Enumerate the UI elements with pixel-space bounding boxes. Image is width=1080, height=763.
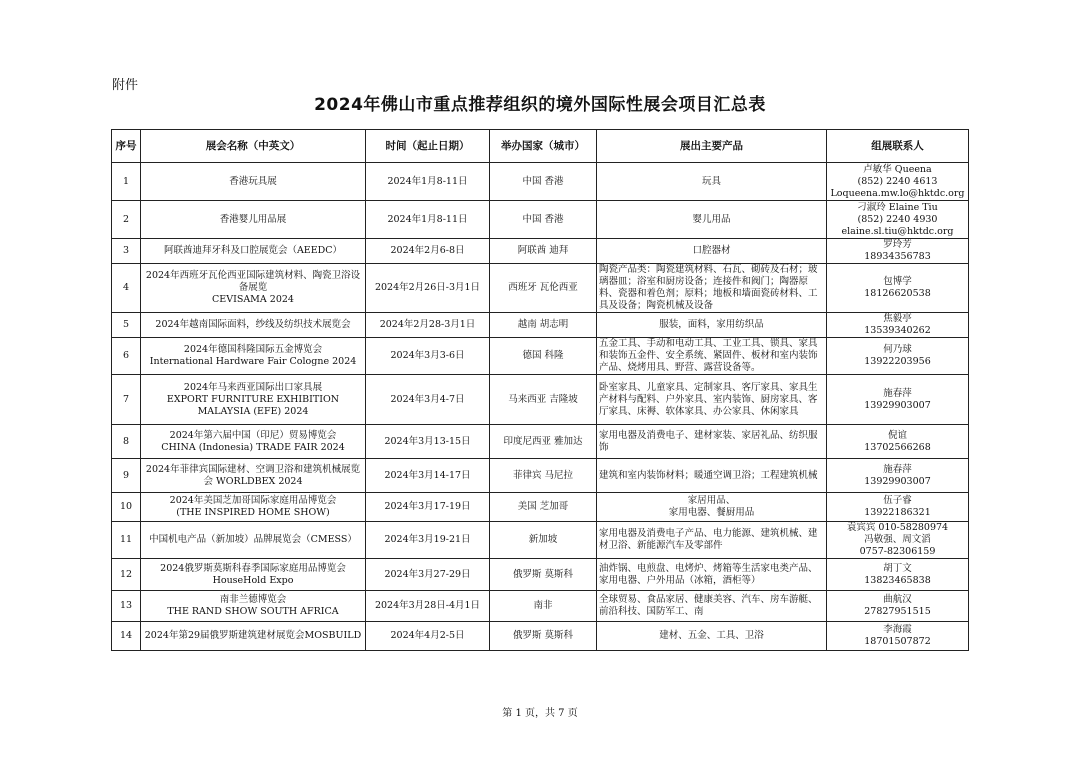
cell-no: 12 [112, 559, 141, 591]
cell-place: 菲律宾 马尼拉 [490, 459, 597, 493]
cell-contact: 刁淑玲 Elaine Tiu (852) 2240 4930 elaine.sl.tiu@hktdc.org [827, 201, 969, 239]
attachment-label: 附件 [112, 78, 139, 93]
cell-products: 家居用品、 家用电器、餐厨用品 [597, 493, 827, 522]
table-row [112, 459, 969, 493]
header-contact: 组展联系人 [827, 130, 969, 163]
cell-no: 7 [112, 375, 141, 425]
cell-no: 2 [112, 201, 141, 239]
cell-name: 2024年第29届俄罗斯建筑建材展览会MOSBUILD [141, 622, 366, 651]
cell-products: 玩具 [597, 163, 827, 201]
cell-no: 1 [112, 163, 141, 201]
cell-products: 家用电器及消费电子产品、电力能源、建筑机械、建材卫浴、新能源汽车及零部件 [597, 522, 827, 559]
page-title: 2024年佛山市重点推荐组织的境外国际性展会项目汇总表 [314, 95, 766, 115]
cell-products: 全球贸易、食品家居、健康美容、汽车、房车游艇、前沿科技、国防军工、南 [597, 591, 827, 622]
cell-products: 卧室家具、儿童家具、定制家具、客厅家具、家具生产材料与配料、户外家具、室内装饰、厨房家具、客厅家具、床褥、软体家具、办公家具、休闲家具 [597, 375, 827, 425]
header-place: 举办国家（城市） [490, 130, 597, 163]
cell-name: 2024年马来西亚国际出口家具展 EXPORT FURNITURE EXHIBITION MALAYSIA (EFE) 2024 [141, 375, 366, 425]
header-date: 时间（起止日期） [366, 130, 490, 163]
cell-contact: 何乃球 13922203956 [827, 338, 969, 375]
cell-products: 陶瓷产品类：陶瓷建筑材料、石瓦、砌砖及石材；玻璃器皿；浴室和厨房设备；连接件和阀门；陶器原料、瓷器和着色剂；原料；地板和墙面瓷砖材料、工具及设备；陶瓷机械及设备 [597, 264, 827, 313]
table-row [112, 264, 969, 313]
cell-name: 中国机电产品（新加坡）品牌展览会（CMESS） [141, 522, 366, 559]
cell-place: 南非 [490, 591, 597, 622]
cell-contact: 施春萍 13929903007 [827, 459, 969, 493]
cell-contact: 曲航汉 27827951515 [827, 591, 969, 622]
cell-place: 俄罗斯 莫斯科 [490, 622, 597, 651]
cell-name: 2024年西班牙瓦伦西亚国际建筑材料、陶瓷卫浴设备展览 CEVISAMA 2024 [141, 264, 366, 313]
table-row [112, 522, 969, 559]
cell-contact: 伍子睿 13922186321 [827, 493, 969, 522]
cell-date: 2024年4月2-5日 [366, 622, 490, 651]
cell-name: 2024年德国科隆国际五金博览会 International Hardware Fair Cologne 2024 [141, 338, 366, 375]
table-header-row [112, 130, 969, 163]
cell-date: 2024年3月14-17日 [366, 459, 490, 493]
cell-date: 2024年1月8-11日 [366, 163, 490, 201]
cell-name: 香港婴儿用品展 [141, 201, 366, 239]
cell-contact: 胡丁文 13823465838 [827, 559, 969, 591]
cell-contact: 罗玲芳 18934356783 [827, 239, 969, 264]
cell-products: 婴儿用品 [597, 201, 827, 239]
header-name: 展会名称（中英文） [141, 130, 366, 163]
cell-place: 俄罗斯 莫斯科 [490, 559, 597, 591]
cell-products: 家用电器及消费电子、建材家装、家居礼品、纺织服饰 [597, 425, 827, 459]
cell-no: 8 [112, 425, 141, 459]
table-row [112, 163, 969, 201]
cell-date: 2024年2月26日-3月1日 [366, 264, 490, 313]
table-row [112, 338, 969, 375]
cell-no: 6 [112, 338, 141, 375]
table-row [112, 239, 969, 264]
cell-place: 越南 胡志明 [490, 313, 597, 338]
cell-place: 印度尼西亚 雅加达 [490, 425, 597, 459]
cell-products: 服装，面料，家用纺织品 [597, 313, 827, 338]
cell-products: 口腔器材 [597, 239, 827, 264]
cell-contact: 包博学 18126620538 [827, 264, 969, 313]
table-row [112, 622, 969, 651]
cell-name: 2024年第六届中国（印尼）贸易博览会 CHINA (Indonesia) TRADE FAIR 2024 [141, 425, 366, 459]
cell-no: 14 [112, 622, 141, 651]
cell-place: 美国 芝加哥 [490, 493, 597, 522]
cell-place: 德国 科隆 [490, 338, 597, 375]
cell-no: 13 [112, 591, 141, 622]
cell-contact: 倪谊 13702566268 [827, 425, 969, 459]
cell-products: 建筑和室内装饰材料；暖通空调卫浴；工程建筑机械 [597, 459, 827, 493]
table-row [112, 493, 969, 522]
table-row [112, 591, 969, 622]
cell-no: 4 [112, 264, 141, 313]
cell-no: 5 [112, 313, 141, 338]
cell-place: 西班牙 瓦伦西亚 [490, 264, 597, 313]
cell-contact: 袁宾宾 010-58280974 冯敬强、周文滔 0757-82306159 [827, 522, 969, 559]
cell-name: 2024俄罗斯莫斯科春季国际家庭用品博览会 HouseHold Expo [141, 559, 366, 591]
exhibition-table [111, 129, 969, 651]
page-footer: 第 1 页，共 7 页 [502, 708, 578, 719]
cell-name: 2024年美国芝加哥国际家庭用品博览会 (THE INSPIRED HOME SHOW) [141, 493, 366, 522]
cell-no: 10 [112, 493, 141, 522]
header-no: 序号 [112, 130, 141, 163]
cell-date: 2024年3月17-19日 [366, 493, 490, 522]
table-row [112, 201, 969, 239]
cell-contact: 焦毅亭 13539340262 [827, 313, 969, 338]
cell-date: 2024年3月27-29日 [366, 559, 490, 591]
cell-date: 2024年2月6-8日 [366, 239, 490, 264]
cell-no: 9 [112, 459, 141, 493]
cell-name: 2024年菲律宾国际建材、空调卫浴和建筑机械展览会 WORLDBEX 2024 [141, 459, 366, 493]
cell-place: 阿联酋 迪拜 [490, 239, 597, 264]
cell-date: 2024年2月28-3月1日 [366, 313, 490, 338]
cell-products: 建材、五金、工具、卫浴 [597, 622, 827, 651]
cell-date: 2024年3月19-21日 [366, 522, 490, 559]
cell-place: 新加坡 [490, 522, 597, 559]
cell-products: 油炸锅、电煎盘、电烤炉、烤箱等生活家电类产品、家用电器、户外用品（冰箱，酒柜等） [597, 559, 827, 591]
cell-name: 南非兰德博览会 THE RAND SHOW SOUTH AFRICA [141, 591, 366, 622]
cell-products: 五金工具、手动和电动工具、工业工具、锁具、家具和装饰五金件、安全系统、紧固件、板材和室内装饰产品、烧烤用具、野营、露营设备等。 [597, 338, 827, 375]
cell-name: 阿联酋迪拜牙科及口腔展览会（AEEDC） [141, 239, 366, 264]
cell-no: 11 [112, 522, 141, 559]
table-row [112, 313, 969, 338]
table-row [112, 375, 969, 425]
cell-date: 2024年3月3-6日 [366, 338, 490, 375]
cell-contact: 卢敏华 Queena (852) 2240 4613 Loqueena.mw.lo@hktdc.org [827, 163, 969, 201]
cell-contact: 李海霞 18701507872 [827, 622, 969, 651]
cell-place: 中国 香港 [490, 163, 597, 201]
cell-name: 香港玩具展 [141, 163, 366, 201]
cell-contact: 施春萍 13929903007 [827, 375, 969, 425]
cell-place: 中国 香港 [490, 201, 597, 239]
cell-date: 2024年3月13-15日 [366, 425, 490, 459]
cell-no: 3 [112, 239, 141, 264]
table-row [112, 559, 969, 591]
table-row [112, 425, 969, 459]
cell-date: 2024年3月28日-4月1日 [366, 591, 490, 622]
cell-name: 2024年越南国际面料，纱线及纺织技术展览会 [141, 313, 366, 338]
cell-date: 2024年1月8-11日 [366, 201, 490, 239]
header-products: 展出主要产品 [597, 130, 827, 163]
cell-place: 马来西亚 吉隆坡 [490, 375, 597, 425]
cell-date: 2024年3月4-7日 [366, 375, 490, 425]
